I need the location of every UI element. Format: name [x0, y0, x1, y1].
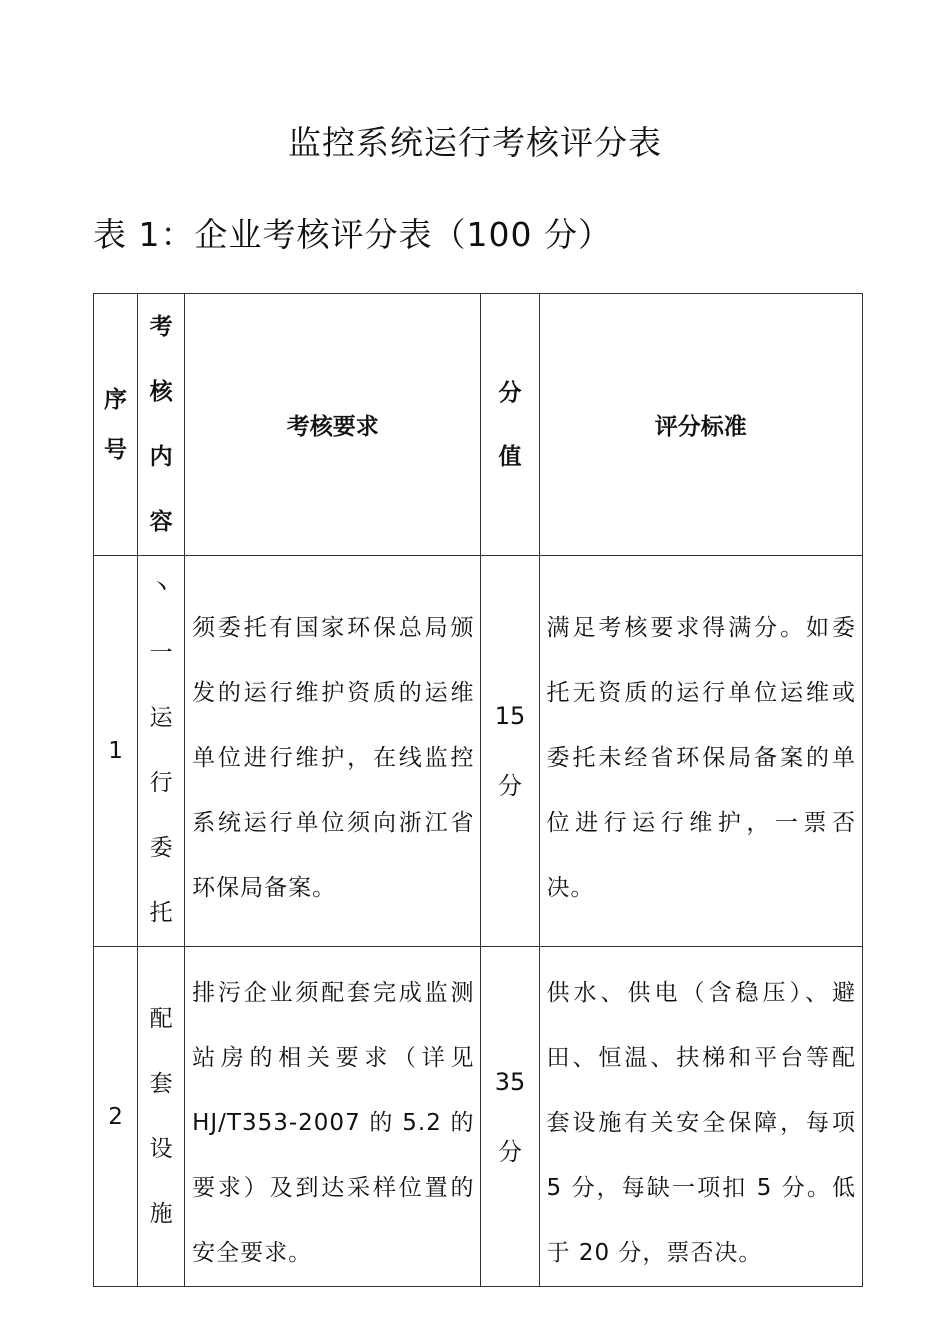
header-standard-label: 评分标准	[654, 414, 747, 440]
row-requirement-cell	[185, 947, 481, 1287]
table-header-row	[94, 294, 863, 556]
header-item-label: 考核内容	[149, 313, 173, 535]
row-seq: 2	[108, 1103, 123, 1130]
row-score: 35 分	[494, 1067, 526, 1166]
table-caption: 表 1：企业考核评分表（100 分）	[93, 215, 612, 254]
score-table	[93, 293, 863, 1287]
header-standard	[539, 294, 862, 556]
row-requirement: 须委托有国家环保总局颁发的运行维护资质的运维单位进行维护，在线监控系统运行单位须向浙江省环保局备案。	[192, 614, 475, 901]
table-row	[94, 947, 863, 1287]
row-seq-cell	[94, 947, 138, 1287]
row-requirement: 排污企业须配套完成监测站房的相关要求（详见 HJ/T353-2007 的 5.2 的要求）及到达采样位置的安全要求。	[192, 980, 475, 1266]
header-score-label: 分值	[498, 379, 522, 470]
row-standard-cell	[539, 556, 862, 947]
row-standard: 满足考核要求得满分。如委托无资质的运行单位运维或委托未经省环保局备案的单位进行运行维护，一票否决。	[546, 614, 856, 901]
row-item: 配套设施	[149, 1005, 173, 1227]
row-seq: 1	[108, 738, 123, 764]
row-score: 15 分	[494, 702, 526, 800]
header-item	[138, 294, 185, 556]
row-item: 丶一运行委托	[149, 575, 173, 926]
header-requirement-label: 考核要求	[286, 414, 379, 440]
row-score-cell	[481, 947, 539, 1287]
header-seq	[94, 294, 138, 556]
row-requirement-cell	[185, 556, 481, 947]
row-standard: 供水、供电（含稳压）、避田、恒温、扶梯和平台等配套设施有关安全保障，每项 5 分，每缺一项扣 5 分。低于 20 分，票否决。	[546, 980, 856, 1266]
row-score-cell	[481, 556, 539, 947]
header-score	[481, 294, 539, 556]
row-item-cell	[138, 556, 185, 947]
row-seq-cell	[94, 556, 138, 947]
header-seq-label: 序号	[104, 386, 128, 463]
table-row	[94, 556, 863, 947]
header-requirement	[185, 294, 481, 556]
row-standard-cell	[539, 947, 862, 1287]
document-title: 监控系统运行考核评分表	[288, 123, 662, 162]
row-item-cell	[138, 947, 185, 1287]
